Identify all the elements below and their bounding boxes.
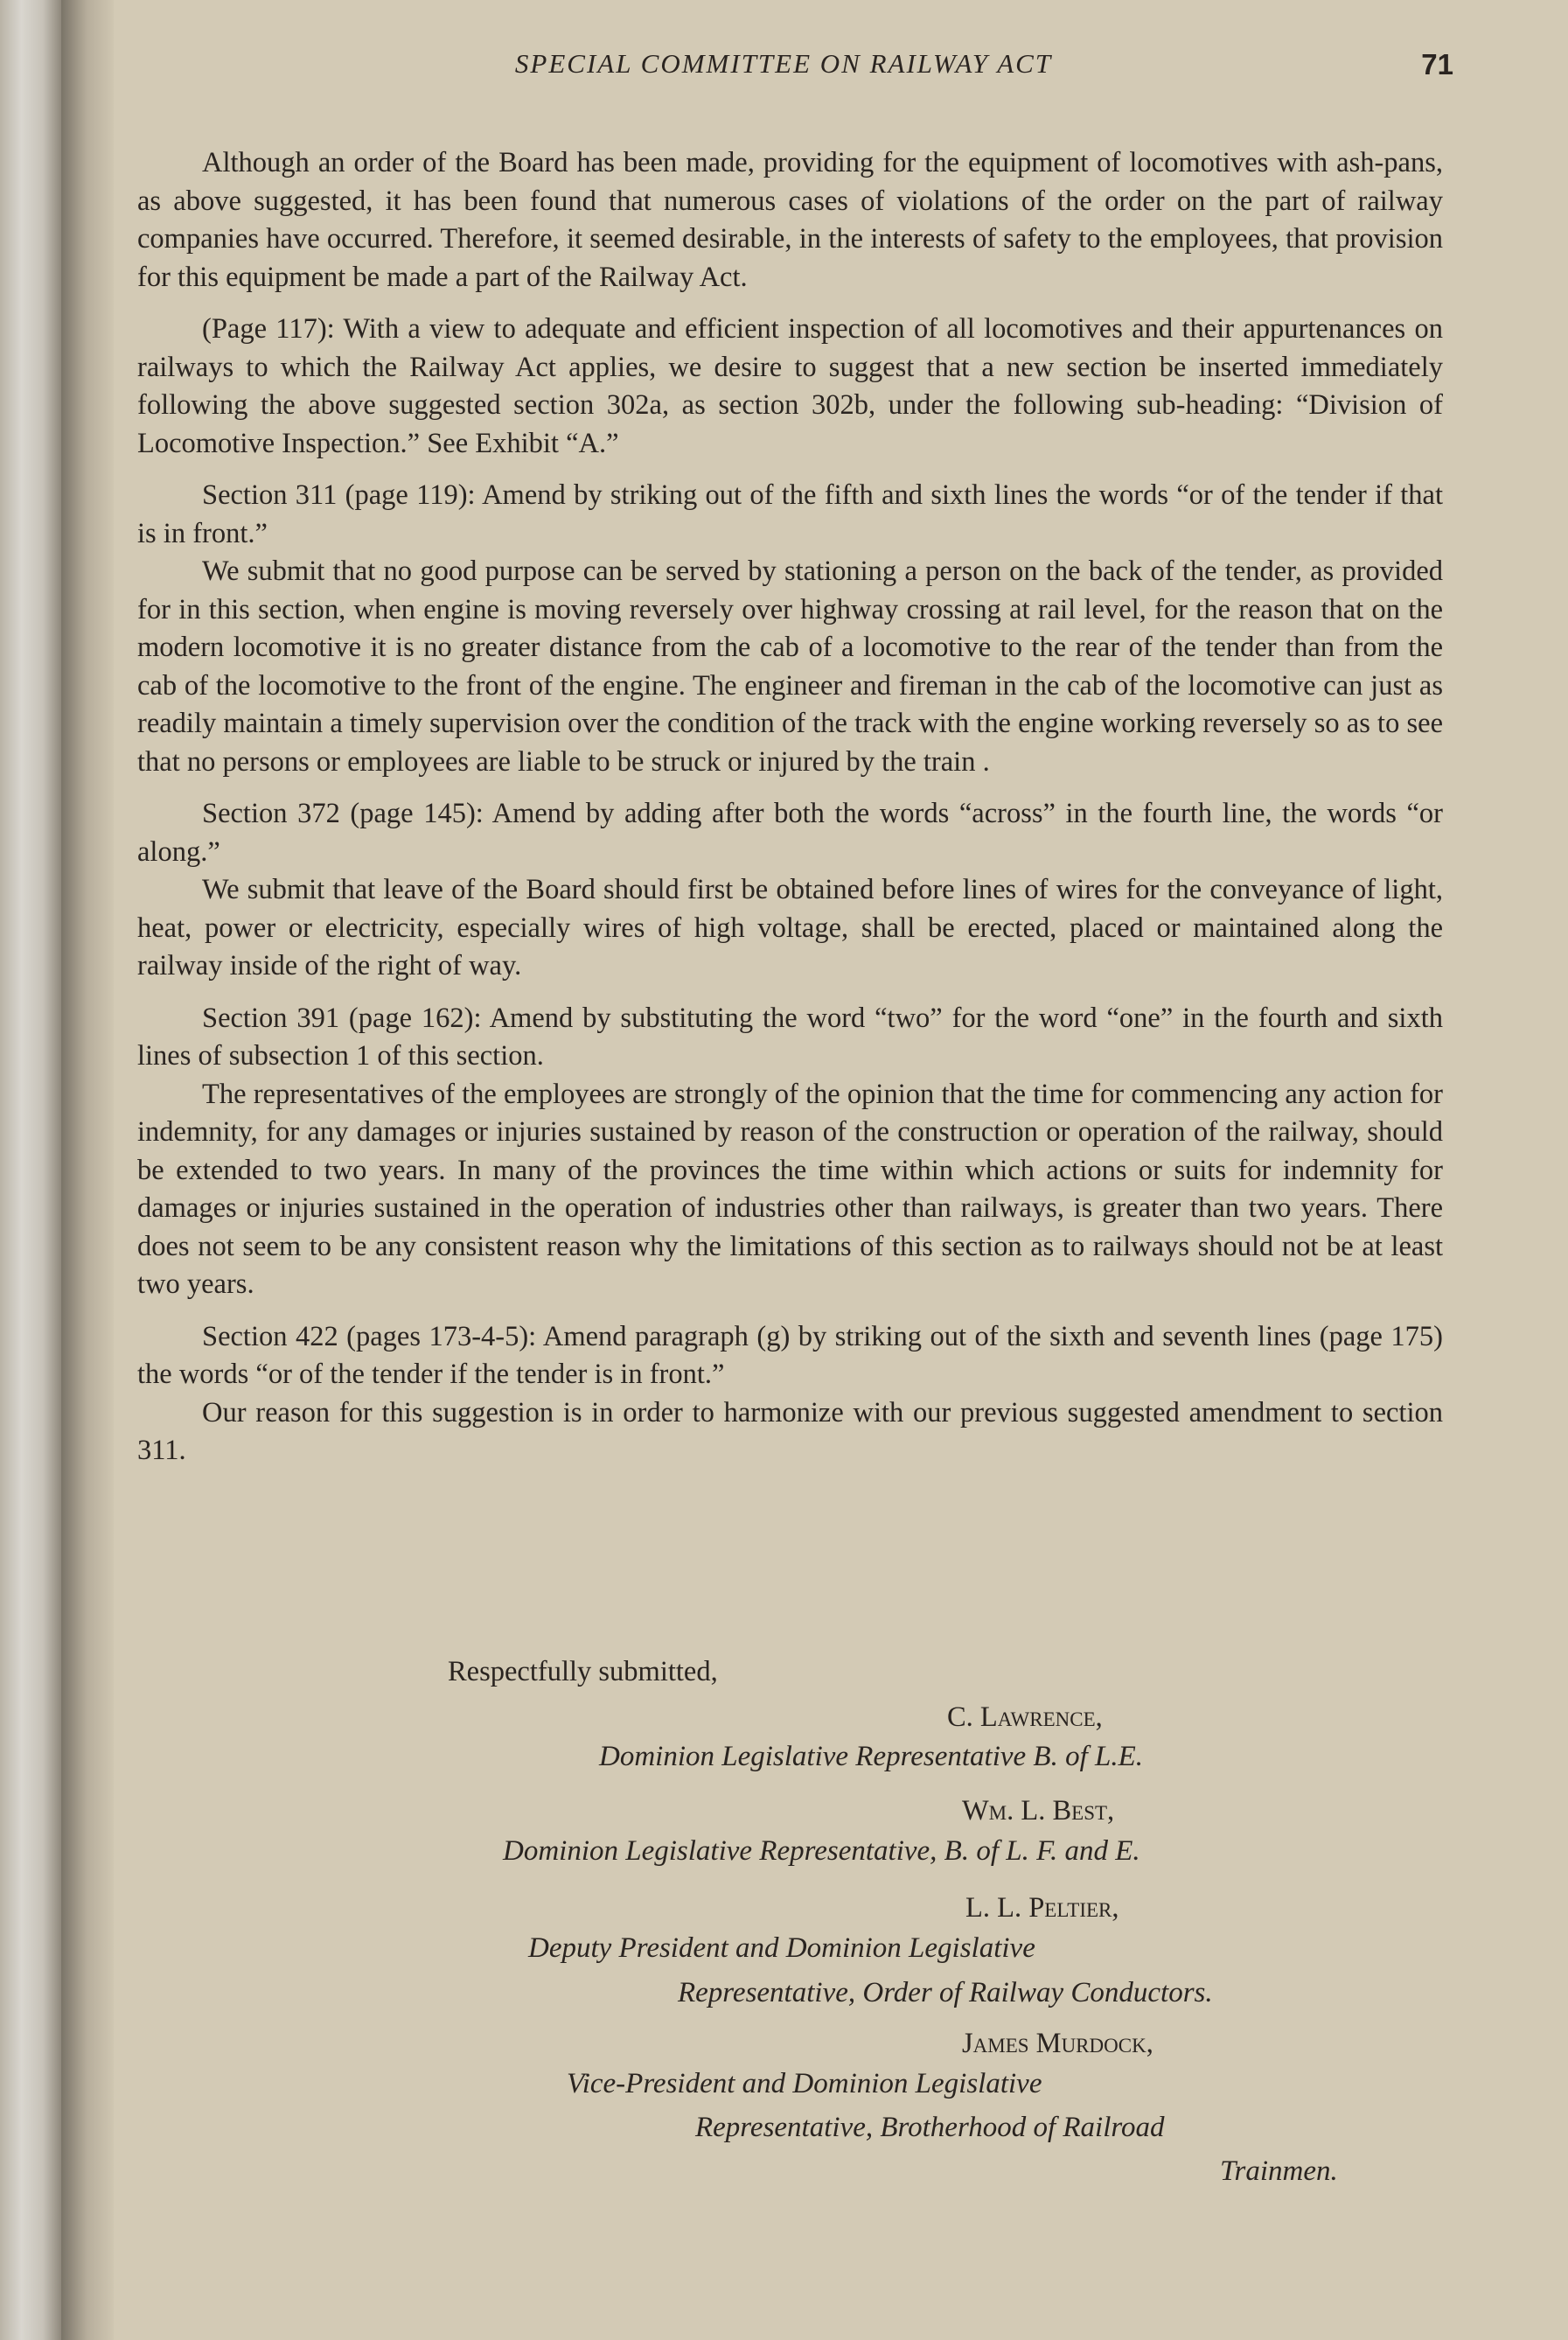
signatory-title-2: Dominion Legislative Representative, B. of L. F. and E. bbox=[503, 1835, 1140, 1867]
paragraph-section-372: Section 372 (page 145): Amend by adding after both the words “across” in the fourth line, the words “or along.” bbox=[137, 798, 1443, 868]
signatory-name-2: Wm. L. Best, bbox=[962, 1795, 1115, 1827]
paragraph-section-372-reason: We submit that leave of the Board should first be obtained before lines of wires for the conveyance of light, heat, power or electricity, especially wires of high voltage, shall be erected, placed or maintained along the railway inside of the right of way. bbox=[137, 874, 1443, 981]
paragraph-section-391-reason: The representatives of the employees are strongly of the opinion that the time for commencing any action for indemnity, for any damages or injuries sustained by reason of the construction or operation of the railway, should be extended to two years. In many of the provinces the time within which actions or suits for indemnity for damages or injuries sustained in the operation of industries other than railways, is greater than two years. There does not seem to be any consistent reason why the limitations of this section as to railways should not be at least two years. bbox=[137, 1078, 1443, 1300]
signatory-title-4b: Representative, Brotherhood of Railroad bbox=[695, 2112, 1165, 2143]
signatory-title-3a: Deputy President and Dominion Legislative bbox=[528, 1932, 1035, 1964]
paragraph-page-117: (Page 117): With a view to adequate and efficient inspection of all locomotives and their appurtenances on railways to which the Railway Act applies, we desire to suggest that a new section be inserted immediately following the above suggested section 302a, as section 302b, under the following sub-heading: “Division of Locomotive Inspection.” See Exhibit “A.” bbox=[137, 313, 1443, 459]
paragraph-ash-pans: Although an order of the Board has been made, providing for the equipment of locomotives with ash-pans, as above suggested, it has been found that numerous cases of violations of the order on the part of railway companies have occurred. Therefore, it seemed desirable, in the interests of safety to the employees, that provision for this equipment be made a part of the Railway Act. bbox=[137, 147, 1443, 293]
page-number: 71 bbox=[1421, 48, 1453, 80]
document-body bbox=[137, 144, 1443, 1470]
paragraph-section-422-reason: Our reason for this suggestion is in order to harmonize with our previous suggested amendment to section 311. bbox=[137, 1396, 1443, 1466]
closing-line: Respectfully submitted, bbox=[448, 1656, 718, 1687]
book-gutter bbox=[61, 0, 114, 2340]
adjacent-page-edge bbox=[0, 0, 61, 2340]
signatory-title-3b: Representative, Order of Railway Conductors. bbox=[678, 1977, 1213, 2008]
paragraph-section-311-reason: We submit that no good purpose can be served by stationing a person on the back of the tender, as provided for in this section, when engine is moving reversely over highway crossing at rail level, for the reason that on the modern locomotive it is no greater distance from the cab of a locomotive to the rear of the tender than from the cab of the locomotive to the front of the engine. The engineer and fireman in the cab of the locomotive can just as readily maintain a timely supervision over the condition of the track with the engine working reversely so as to see that no persons or employees are liable to be struck or injured by the train . bbox=[137, 555, 1443, 778]
header-title: SPECIAL COMMITTEE ON RAILWAY ACT bbox=[514, 48, 1053, 79]
paragraph-section-422: Section 422 (pages 173-4-5): Amend paragraph (g) by striking out of the sixth and seventh lines (page 175) the words “or of the tender if the tender is in front.” bbox=[137, 1320, 1443, 1390]
signatory-title-4a: Vice-President and Dominion Legislative bbox=[567, 2068, 1042, 2099]
signatory-name-3: L. L. Peltier, bbox=[965, 1892, 1119, 1924]
paragraph-section-311: Section 311 (page 119): Amend by striking out of the fifth and sixth lines the words “or of the tender if that is in front.” bbox=[137, 479, 1443, 549]
signatory-title-1: Dominion Legislative Representative B. of L.E. bbox=[599, 1741, 1144, 1772]
signatory-name-4: James Murdock, bbox=[962, 2028, 1153, 2059]
signatory-title-4c: Trainmen. bbox=[1220, 2155, 1338, 2187]
signatory-name-1: C. Lawrence, bbox=[947, 1701, 1103, 1733]
paragraph-section-391: Section 391 (page 162): Amend by substituting the word “two” for the word “one” in the fourth and sixth lines of subsection 1 of this section. bbox=[137, 1002, 1443, 1072]
running-header bbox=[114, 48, 1453, 90]
